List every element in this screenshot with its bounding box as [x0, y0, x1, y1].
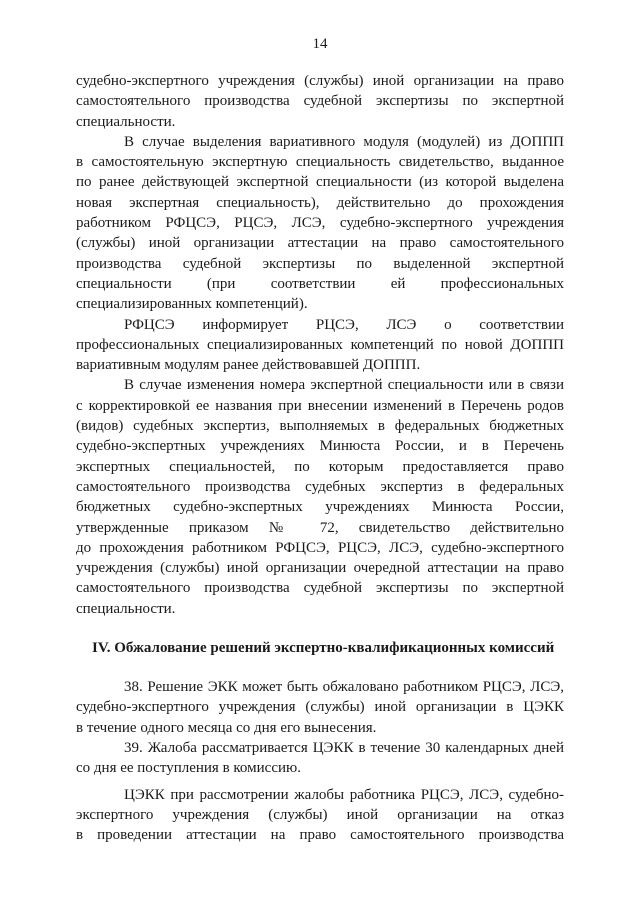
paragraph: [76, 71, 564, 132]
text-line: производства судебной экспертизы по выделенной экспертной: [76, 255, 564, 272]
paragraph: [76, 315, 564, 376]
text-line: в проведении аттестации на право самостоятельного производства: [76, 827, 564, 844]
text-line: В случае изменения номера экспертной специальности или в связи: [124, 377, 564, 394]
text-line: в самостоятельную экспертную специальность свидетельство, выданное: [76, 154, 564, 171]
text-line: с корректировкой ее названия при внесении изменений в Перечень родов: [76, 397, 564, 414]
text-line: специальности.: [76, 113, 176, 130]
text-line: по ранее действующей экспертной специальности (из которой выделена: [76, 174, 564, 191]
section-heading: IV. Обжалование решений экспертно-квалификационных комиссий: [92, 640, 555, 657]
text-line: профессиональных специализированных компетенций по новой ДОППП: [76, 336, 564, 353]
text-line: экспертного учреждения (службы) иной организации на отказ: [76, 806, 564, 823]
text-line: В случае выделения вариативного модуля (модулей) из ДОППП: [124, 133, 564, 150]
text-line: судебно-экспертных учреждениях Минюста России, и в Перечень: [76, 438, 564, 455]
text-line: бюджетных судебно-экспертных учреждениях Минюста России,: [76, 499, 564, 516]
page-number: 14: [312, 36, 328, 52]
text-line: утвержденные приказом № 72, свидетельство действительно: [76, 519, 564, 536]
text-line: судебно-экспертного учреждения (службы) иной организации в ЦЭКК: [76, 699, 564, 716]
text-line: специализированных компетенций).: [76, 296, 308, 313]
text-line: ЦЭКК при рассмотрении жалобы работника РЦСЭ, ЛСЭ, судебно-: [124, 786, 564, 803]
text-line: 38. Решение ЭКК может быть обжаловано работником РЦСЭ, ЛСЭ,: [124, 679, 564, 696]
text-line: 39. Жалоба рассматривается ЦЭКК в течение 30 календарных дней: [124, 739, 564, 756]
text-line: в течение одного месяца со дня его вынесения.: [76, 719, 377, 736]
text-line: специальности.: [76, 600, 176, 617]
text-line: РФЦСЭ информирует РЦСЭ, ЛСЭ о соответствии: [124, 316, 564, 333]
paragraph: [76, 785, 564, 846]
text-line: самостоятельного производства судебной экспертизы по экспертной: [76, 93, 564, 110]
document-body: [76, 71, 564, 845]
text-line: самостоятельного производства судебной экспертизы по экспертной: [76, 580, 564, 597]
paragraph: [76, 677, 564, 738]
paragraph: [76, 132, 564, 315]
text-line: экспертных специальностей, по которым предоставляется право: [76, 458, 564, 475]
text-line: со дня ее поступления в комиссию.: [76, 760, 301, 777]
text-line: учреждения (службы) иной организации очередной аттестации на право: [76, 560, 564, 577]
text-line: до прохождения работником РФЦСЭ, РЦСЭ, ЛСЭ, судебно-экспертного: [76, 539, 564, 556]
text-line: новая экспертная специальность), действительно до прохождения: [76, 194, 564, 211]
text-line: вариативным модулям ранее действовавшей ДОППП.: [76, 357, 421, 374]
text-line: (видов) судебных экспертиз, выполняемых в федеральных бюджетных: [76, 418, 564, 435]
paragraph: [76, 738, 564, 779]
text-line: (службы) иной организации аттестации на право самостоятельного: [76, 235, 564, 252]
paragraph: [76, 375, 564, 619]
text-line: работником РФЦСЭ, РЦСЭ, ЛСЭ, судебно-экспертного учреждения: [76, 215, 564, 232]
text-line: специальности (при соответствии ей профессиональных: [76, 275, 564, 292]
text-line: самостоятельного производства судебных экспертиз в федеральных: [76, 478, 564, 495]
text-line: судебно-экспертного учреждения (службы) иной организации на право: [76, 73, 564, 89]
